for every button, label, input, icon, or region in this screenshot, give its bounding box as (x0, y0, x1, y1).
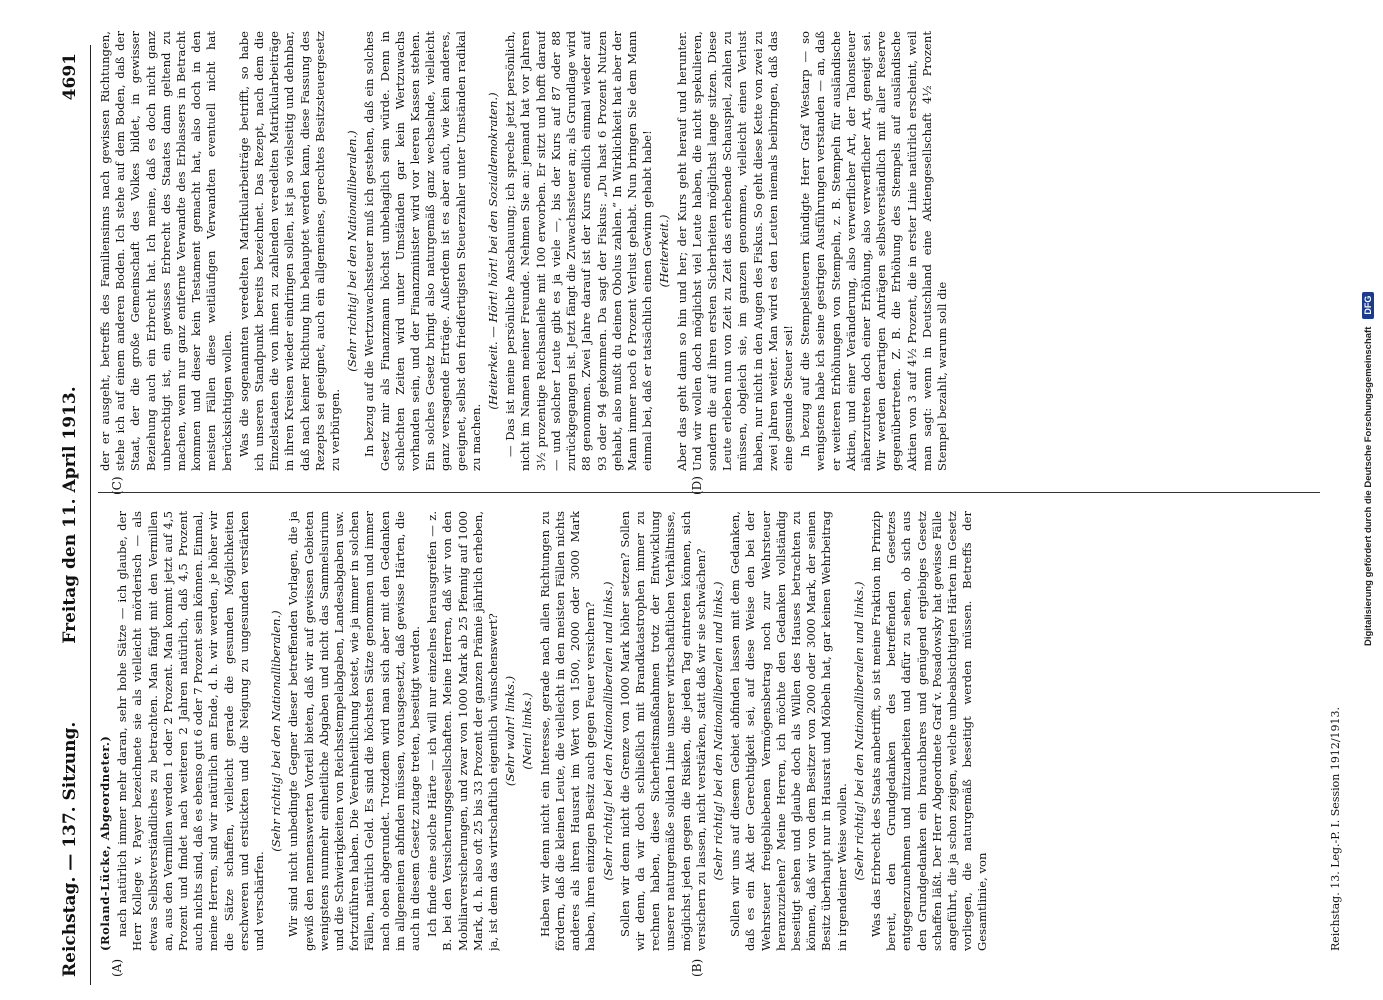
dfg-logo: DFG (1362, 292, 1374, 319)
interjection: (Nein! links.) (520, 692, 535, 770)
interjection: (Sehr richtig! bei den Nationalliberalen und links.) (600, 581, 615, 881)
margin-letter-c: (C) (110, 476, 124, 495)
header-left: Reichstag. — 137. Sitzung. (60, 721, 80, 977)
interjection: (Heiterkeit.) (657, 214, 672, 288)
right-column (98, 31, 1320, 471)
paragraph: — Das ist meine persönliche Anschauung; ich spreche jetzt persönlich, nicht im Namen meiner Freunde. Nehmen Sie an: jemand hat vor Jahren 3½ prozentige Reichsanleihe mit 100 erworben. Er sitzt und hofft darauf — und solcher Leute gibt es ja viele —, bis der Kurs auf 87 oder 88 zurückgegangen ist. Jetzt fängt die Zuwachssteuer an; als Grundlage wird 88 genommen. Zwei Jahre darauf ist der Kurs endlich einmal wieder auf 93 oder 94 gekommen. Da sagt der Fiskus: „Du hast 6 Prozent Nutzen gehabt, also mußt du deinen Obolus zahlen.“ In Wirklichkeit hat aber der Mann immer noch 6 Prozent Verlust gehabt. Nun bringen Sie dem Mann einmal bei, daß er tatsächlich einen Gewinn gehabt habe! (503, 31, 655, 471)
column-divider (98, 492, 1320, 493)
header-date: Freitag den 11. April 1913. (60, 386, 80, 644)
paragraph: der er ausgeht, betreffs des Familiensinns nach gewissen Richtungen, stehe ich auf einem anderen Boden. Ich stehe auf dem Boden, daß der Staat, der die große Gemeinschaft des Volkes bildet, in gewisser Beziehung auch ein Erbrecht hat. Ich meine, daß es doch nicht ganz unberechtigt ist, ein gewisses Erbrecht des Staates dann geltend zu machen, wenn nur ganz entfernte Verwandte des Erblassers in Betracht kommen und dieser kein Testament gemacht hat, also doch in den meisten Fällen diese weitläufigen Verwandten eventuell nicht hat berücksichtigen wollen. (98, 31, 234, 471)
margin-letter-a: (A) (110, 958, 124, 977)
paragraph: Aber das geht dann so hin und her; der Kurs geht herauf und herunter. Und wir wollen doch möglichst viel Leute haben, die nicht spekulieren, sondern die auf ihren ersten Sicherheiten möglichst lange sitzen. Diese Leute erleben nun von Zeit zu Zeit das erhebende Schauspiel, zahlen zu müssen, obgleich sie, im ganzen genommen, vielleicht einen Verlust haben, nur nicht in den Augen des Fiskus. So geht diese Kette von zwei zu zwei Jahren weiter. Man wird es den Leuten niemals beibringen, daß das eine gesunde Steuer sei! (674, 31, 795, 471)
page-header (50, 45, 90, 985)
page-footer: Reichstag. 13. Leg.-P. I. Session 1912/1913. (1329, 706, 1342, 951)
paragraph: Sollen wir denn nicht die Grenze von 1000 Mark höher setzen? Sollen wir denn, da wir doch schließlich mit Brandkatastrophen immer zu rechnen haben, diese Sicherheitsmaßnahmen trotz der Entwicklung unserer naturgemäße soliden Linie unserer wirtschaftlichen Verhältnisse, möglichst jeden gegen die Risiken, die jeden Tag eintreten können, sich versichern zu lassen, nicht verstärken, statt daß wir sie schwächen? (617, 511, 708, 951)
interjection: (Sehr wahr! links.) (503, 675, 518, 787)
margin-letter-d: (D) (690, 476, 704, 495)
paragraph: Sollen wir uns auf diesem Gebiet abfinden lassen mit dem Gedanken, daß es ein Akt der Gerechtigkeit sei, auf diese Weise den bei der Wehrsteuer freigebliebenen Vermögensbetrag noch zur Wehrsteuer heranzuziehen? Meine Herren, ich möchte den Gedanken vollständig beseitigt sehen und glaube doch als Willen des Hauses betrachten zu können, daß wir von dem Besitzer von 2000 oder 3000 Mark, der seinen Besitz überhaupt nur in Hausrat und Möbeln hat, gar keinen Wehrbeitrag in irgendeiner Weise wollen. (728, 511, 849, 951)
interjection: (Sehr richtig! bei den Nationalliberalen und links.) (851, 581, 866, 881)
header-rule (90, 45, 91, 985)
paragraph: Was die sogenannten veredelten Matrikularbeiträge betrifft, so habe ich unseren Standpunkt bereits bezeichnet. Das Rezept, nach dem die Einzelstaaten die von ihnen zu zahlenden veredelten Matrikularbeiträge in ihren Kreisen wieder eindringen sollen, ist ja so vielseitig und dehnbar, daß nach keiner Richtung hin behauptet werden kann, diese Fassung des Rezepts sei geeignet, auch ein allgemeines, gerechtes Besitzsteuergesetz zu verbürgen. (236, 31, 343, 471)
interjection: (Sehr richtig! bei den Nationalliberalen.) (269, 610, 284, 852)
paragraph: In bezug auf die Stempelsteuern kündigte Herr Graf Westarp — so wenigstens habe ich seine gestrigen Ausführungen verstanden — an, daß er weiteren Erhöhungen von Stempeln, z. B. Stempeln für ausländische Aktien, und einer Veränderung, also verwerflicher Art, der Talonsteuer näherzutreten doch einer Erhöhung, also verwerflicher Art, geneigt sei. Wir werden derartigen Anträgen selbstverständlich mit aller Reserve gegenübertreten. Z. B. die Erhöhung des Stempels auf ausländische Aktien von 3 auf 4½ Prozent, die in erster Linie natürlich erscheint, weil man sagt: wenn in Deutschland eine Aktiengesellschaft 4½ Prozent Stempel bezahlt, warum soll die (798, 31, 949, 471)
paragraph: Wir sind nicht unbedingte Gegner dieser betreffenden Vorlagen, die ja gewiß den nennenswerten Vorteil bieten, daß wir auf gewissen Gebieten wenigstens nunmehr einheitliche Abgaben und nicht das Sammelsurium und die Schwierigkeiten von Reichsstempelabgaben, Landesabgaben usw. fortzuführen haben. Die Vereinheitlichung kostet, wie ja immer in solchen Fällen, natürlich Geld. Es sind die höchsten Sätze genommen und immer nach oben abgerundet. Trotzdem wird man sich aber mit den Gedanken im allgemeinen abfinden müssen, vorausgesetzt, daß gewisse Härten, die auch in diesem Gesetz zutage treten, beseitigt werden. (286, 511, 423, 951)
dfg-credit-text: Digitalisierung gefördert durch die Deutsche Forschungsgemeinschaft (1362, 326, 1374, 646)
left-column (98, 511, 1320, 951)
interjection: (Sehr richtig! bei den Nationalliberalen und links.) (710, 581, 725, 881)
speaker-line: (Roland-Lücke, Abgeordneter.) (98, 735, 112, 951)
margin-letter-b: (B) (690, 958, 704, 977)
paragraph: Was das Erbrecht des Staats anbetrifft, so ist meine Fraktion im Prinzip bereit, den Grundgedanken des betreffenden Gesetzes entgegenzunehmen und mitzuarbeiten und dafür zu sehen, ob sich aus den Grundgedanken ein brauchbares und genügend ergiebiges Gesetz schaffen läßt. Der Herr Abgeordnete Graf v. Posadowsky hat gewisse Fälle angeführt, die ja schon zeigen, welche unbeabsichtigten Härten im Gesetz vorliegen, die naturgemäß beseitigt werden müssen. Betreffs der Gesamtlinie, von (868, 511, 990, 951)
paragraph: Ich finde eine solche Härte — ich will nur einzelnes herausgreifen — z. B. bei den Versicherungsgesellschaften. Meine Herren, daß wir von den Mobiliarversicherungen, und zwar von 1000 Mark ab 25 Pfennig auf 1000 Mark, d. h. also oft 25 bis 33 Prozent der ganzen Prämie jährlich erheben, ja, ist denn das wirtschaftlich eigentlich wünschenswert? (425, 511, 501, 951)
dfg-credit (1359, 6, 1377, 646)
paragraph: In bezug auf die Wertzuwachssteuer muß ich gestehen, daß ein solches Gesetz mir als Finanzmann höchst unbehaglich sein würde. Denn in schlechten Zeiten wird unter Umständen gar kein Wertzuwachs vorhanden sein, und der Finanzminister wird vor leeren Kassen stehen. Ein solches Gesetz bringt also naturgemäß ganz wechselnde, vielleicht ganz versagende Erträge. Außerdem ist es aber auch, wie kein anderes, geeignet, selbst den friedfertigsten Steuerzahler unter Umständen radikal zu machen. (362, 31, 483, 471)
interjection: (Heiterkeit. — Hört! hört! bei den Sozialdemokraten.) (486, 92, 501, 410)
interjection: (Sehr richtig! bei den Nationalliberalen.) (345, 130, 360, 372)
page-number: 4691 (60, 53, 80, 101)
paragraph: Haben wir denn nicht ein Interesse, gerade nach allen Richtungen zu fördern, daß die kleinen Leute, die vielleicht in den meisten Fällen nichts anderes als ihren Hausrat im Wert von 1500, 2000 oder 3000 Mark haben, ihren einzigen Besitz auch gegen Feuer versichern? (537, 511, 598, 951)
rotated-page (50, 31, 1350, 985)
paragraph: nach natürlich immer mehr daran, sehr hohe Sätze — ich glaube, der Herr Kollege v. Payer bezeichnete sie als vielleicht mörderisch — als etwas Selbstverständliches zu betrachten. Man fängt mit den Vermillen an, aus den Vermillen werden 1 oder 2 Prozent. Man kommt jetzt auf 4,5 Prozent und findet nach weiteren 2 Jahren natürlich, daß 4,5 Prozent auch nichts sind, daß es ebenso gut 6 oder 7 Prozent sein können. Einmal, meine Herren, sind wir natürlich am Ende, d. h. wir werden, je höher wir die Sätze schaffen, vielleicht gerade die gesunden Möglichkeiten erschweren und erstickten und die Neigung zu ungesunden verstärken und verschärfen. (115, 511, 267, 951)
